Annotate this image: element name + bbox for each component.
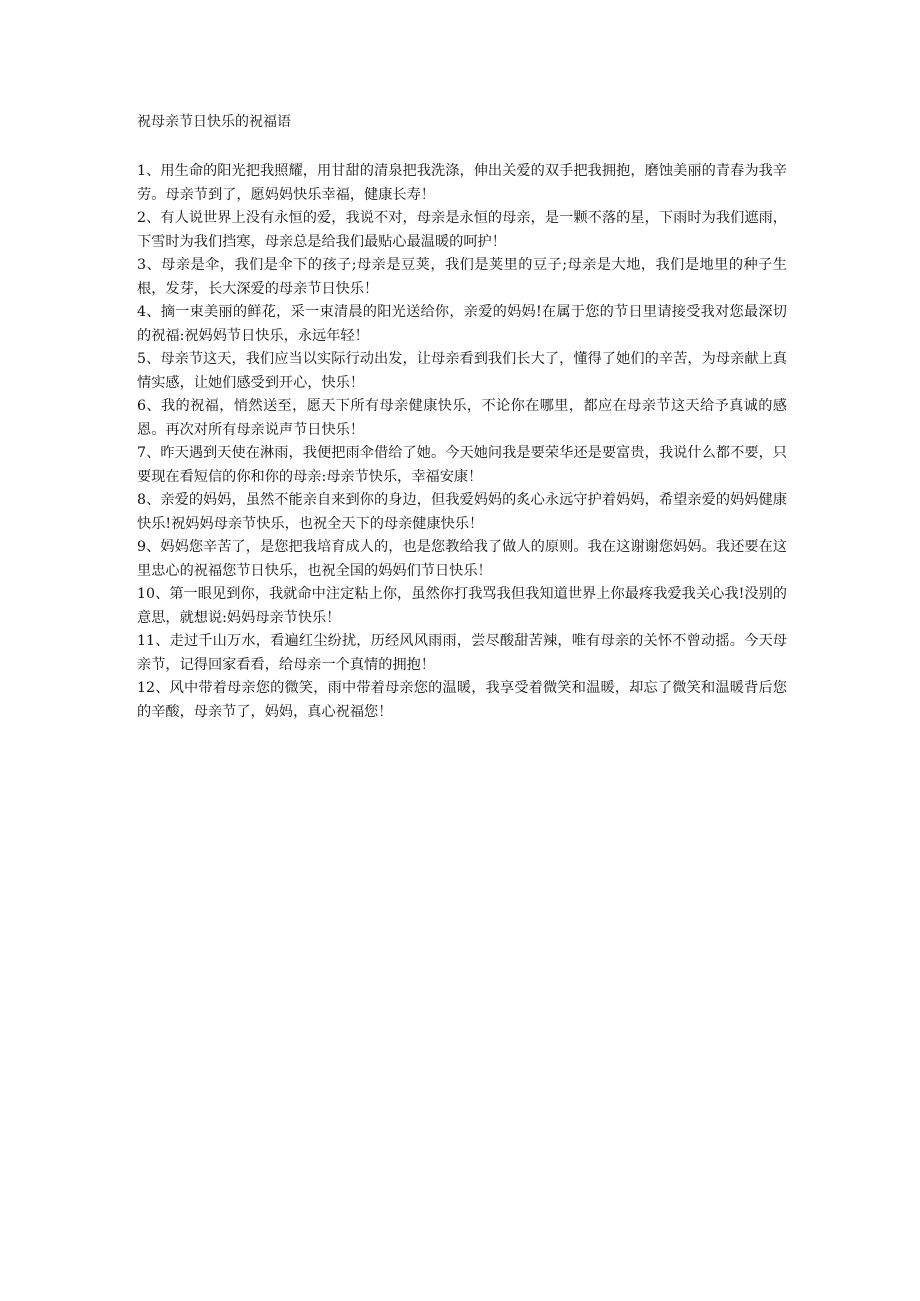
blessing-item-6: 6、我的祝福，悄然送至，愿天下所有母亲健康快乐，不论你在哪里，都应在母亲节这天给予真诚的感恩。再次对所有母亲说声节日快乐！ xyxy=(137,398,787,438)
blessing-item-3: 3、母亲是伞，我们是伞下的孩子;母亲是豆荚，我们是荚里的豆子;母亲是大地，我们是地里的种子生根，发芽，长大深爱的母亲节日快乐！ xyxy=(137,257,787,297)
blessing-item-12: 12、风中带着母亲您的微笑，雨中带着母亲您的温暖，我享受着微笑和温暖，却忘了微笑和温暖背后您的辛酸，母亲节了，妈妈，真心祝福您！ xyxy=(137,680,787,720)
blessing-item-11: 11、走过千山万水，看遍红尘纷扰，历经风风雨雨，尝尽酸甜苦辣，唯有母亲的关怀不曾动摇。今天母亲节，记得回家看看，给母亲一个真情的拥抱！ xyxy=(137,633,787,673)
blessing-item-2: 2、有人说世界上没有永恒的爱，我说不对，母亲是永恒的母亲，是一颗不落的星，下雨时为我们遮雨，下雪时为我们挡寒，母亲总是给我们最贴心最温暖的呵护！ xyxy=(137,210,787,250)
blessing-item-9: 9、妈妈您辛苦了，是您把我培育成人的，也是您教给我了做人的原则。我在这谢谢您妈妈。我还要在这里忠心的祝福您节日快乐，也祝全国的妈妈们节日快乐！ xyxy=(137,539,787,579)
blessing-item-7: 7、昨天遇到天使在淋雨，我便把雨伞借给了她。今天她问我是要荣华还是要富贵，我说什么都不要，只要现在看短信的你和你的母亲:母亲节快乐，幸福安康！ xyxy=(137,445,787,485)
document-title: 祝母亲节日快乐的祝福语 xyxy=(137,114,291,130)
blessing-item-5: 5、母亲节这天，我们应当以实际行动出发，让母亲看到我们长大了，懂得了她们的辛苦，为母亲献上真情实感，让她们感受到开心，快乐！ xyxy=(137,351,787,391)
blessing-item-10: 10、第一眼见到你，我就命中注定粘上你，虽然你打我骂我但我知道世界上你最疼我爱我关心我!没别的意思，就想说:妈妈母亲节快乐！ xyxy=(137,586,787,626)
document-page xyxy=(137,110,787,724)
blessing-item-4: 4、摘一束美丽的鲜花，采一束清晨的阳光送给你，亲爱的妈妈!在属于您的节日里请接受我对您最深切的祝福:祝妈妈节日快乐，永远年轻！ xyxy=(137,304,787,344)
blessing-item-1: 1、用生命的阳光把我照耀，用甘甜的清泉把我洗涤，伸出关爱的双手把我拥抱，磨蚀美丽的青春为我辛劳。母亲节到了，愿妈妈快乐幸福，健康长寿！ xyxy=(137,163,787,203)
blessing-item-8: 8、亲爱的妈妈，虽然不能亲自来到你的身边，但我爱妈妈的炙心永远守护着妈妈，希望亲爱的妈妈健康快乐!祝妈妈母亲节快乐，也祝全天下的母亲健康快乐！ xyxy=(137,492,787,532)
blessing-list xyxy=(137,160,787,724)
